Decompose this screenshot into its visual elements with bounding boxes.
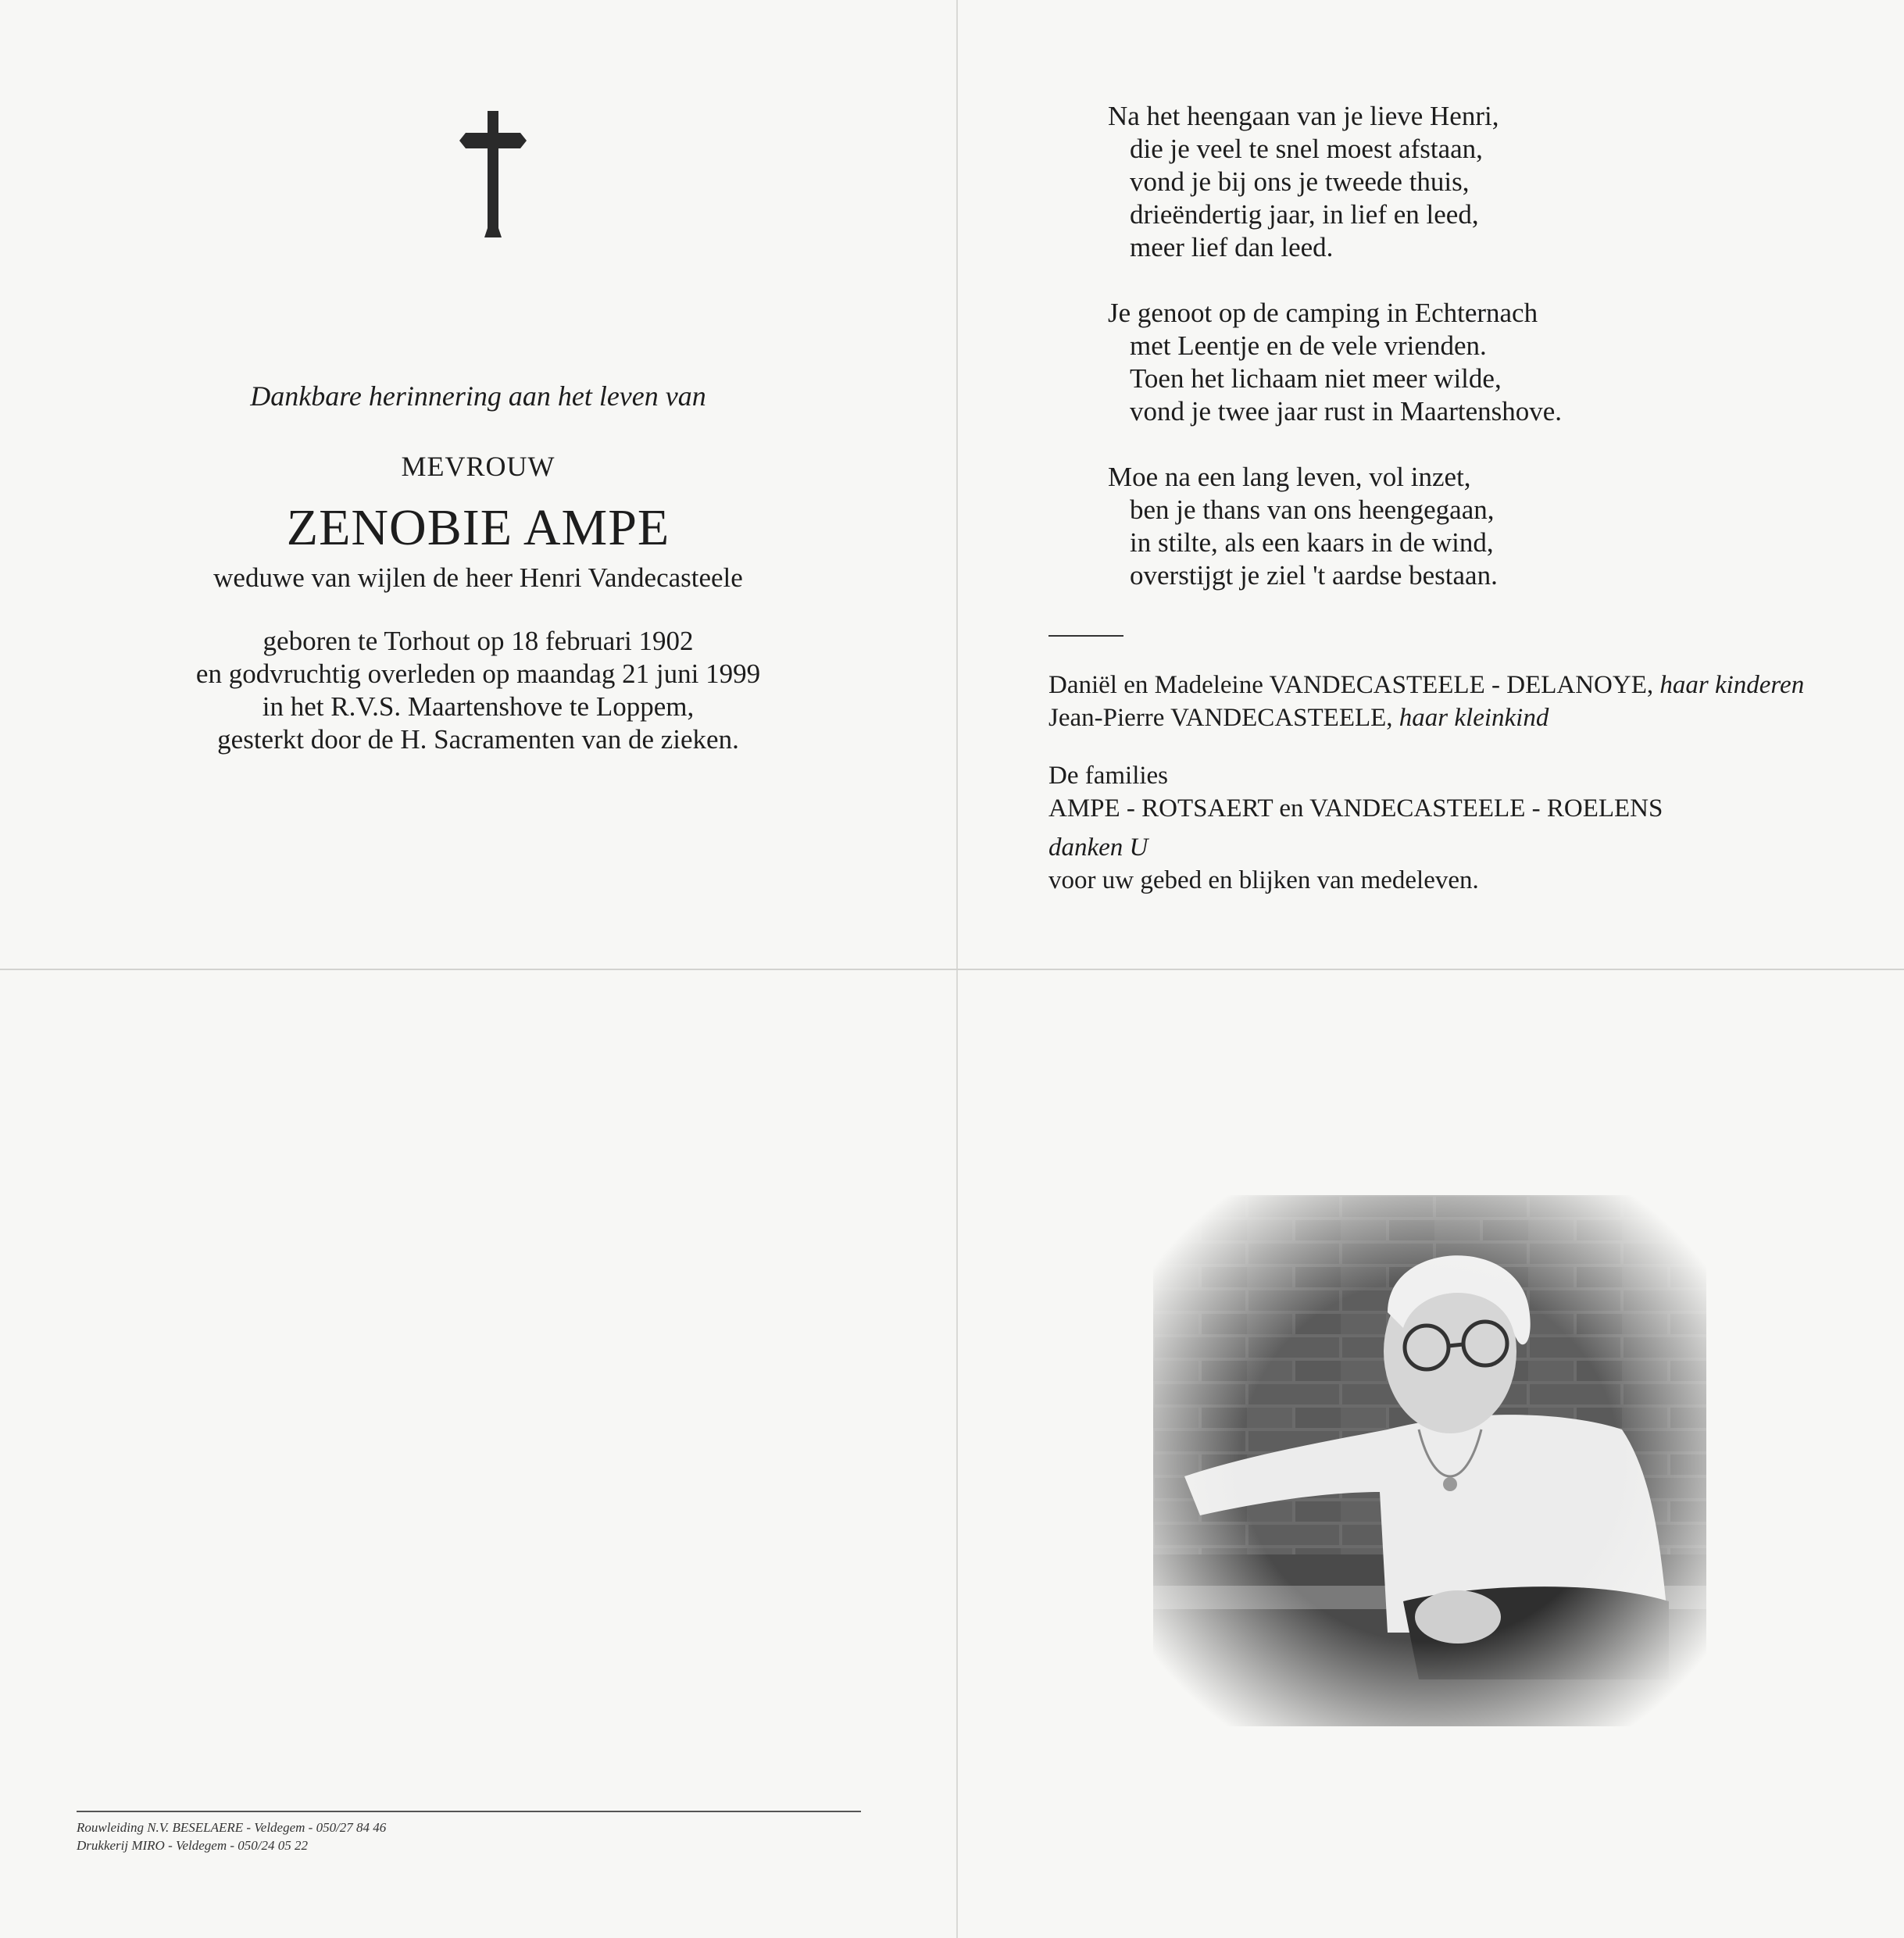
poem-line: met Leentje en de vele vrienden. xyxy=(1130,330,1487,361)
credits-divider xyxy=(77,1811,861,1812)
cross-icon xyxy=(459,111,527,237)
intro-line: Dankbare herinnering aan het leven van xyxy=(250,380,706,412)
photo-panel xyxy=(958,970,1904,1938)
family-section xyxy=(1048,669,1804,897)
credits xyxy=(77,1818,386,1854)
poem-line: die je veel te snel moest afstaan, xyxy=(1130,134,1483,164)
honorific: MEVROUW xyxy=(401,451,555,482)
bio-line: gesterkt door de H. Sacramenten van de zieken. xyxy=(217,724,739,755)
poem-line: drieëndertig jaar, in lief en leed, xyxy=(1130,199,1479,230)
portrait-photo xyxy=(1153,1195,1706,1726)
grandchild-role: haar kleinkind xyxy=(1399,704,1549,732)
poem-line: in stilte, als een kaars in de wind, xyxy=(1130,527,1494,558)
poem-line: ben je thans van ons heengegaan, xyxy=(1130,494,1495,525)
poem-line: meer lief dan leed. xyxy=(1130,232,1334,262)
poem-line: overstijgt je ziel 't aardse bestaan. xyxy=(1130,560,1498,591)
poem-line: Moe na een lang leven, vol inzet, xyxy=(1108,462,1471,492)
poem-line: Je genoot op de camping in Echternach xyxy=(1108,298,1538,328)
back-panel xyxy=(0,970,956,1938)
grandchild-line xyxy=(1048,701,1804,734)
funeral-director: Rouwleiding N.V. BESELAERE - Veldegem - 050/27 84 46 xyxy=(77,1820,387,1835)
thanks-for: voor uw gebed en blijken van medeleven. xyxy=(1048,866,1479,894)
children-line xyxy=(1048,669,1804,701)
front-panel xyxy=(0,0,956,969)
bio-line: en godvruchtig overleden op maandag 21 juni 1999 xyxy=(195,658,761,689)
grandchild-name: Jean-Pierre VANDECASTEELE, xyxy=(1048,704,1393,732)
poem-line: vond je bij ons je tweede thuis, xyxy=(1130,166,1470,197)
poem xyxy=(1108,100,1562,625)
poem-line: Toen het lichaam niet meer wilde, xyxy=(1130,363,1502,394)
children-names: Daniël en Madeleine VANDECASTEELE - DELANOYE, xyxy=(1048,671,1654,699)
deceased-name: ZENOBIE AMPE xyxy=(286,499,670,556)
thanks: danken U xyxy=(1048,833,1148,862)
biography xyxy=(0,625,956,756)
printer: Drukkerij MIRO - Veldegem - 050/24 05 22 xyxy=(77,1838,309,1853)
poem-line: Na het heengaan van je lieve Henri, xyxy=(1108,101,1499,131)
bio-line: geboren te Torhout op 18 februari 1902 xyxy=(263,626,694,656)
poem-stanza xyxy=(1108,461,1562,592)
divider xyxy=(1048,635,1123,637)
children-role: haar kinderen xyxy=(1659,671,1805,699)
widow-line: weduwe van wijlen de heer Henri Vandecasteele xyxy=(213,562,743,593)
families-label: De families xyxy=(1048,762,1169,790)
poem-line: vond je twee jaar rust in Maartenshove. xyxy=(1130,396,1563,427)
bio-line: in het R.V.S. Maartenshove te Loppem, xyxy=(262,691,695,722)
poem-panel xyxy=(958,0,1904,969)
poem-stanza xyxy=(1108,297,1562,428)
poem-stanza xyxy=(1108,100,1562,264)
families-names: AMPE - ROTSAERT en VANDECASTEELE - ROELENS xyxy=(1048,794,1663,823)
